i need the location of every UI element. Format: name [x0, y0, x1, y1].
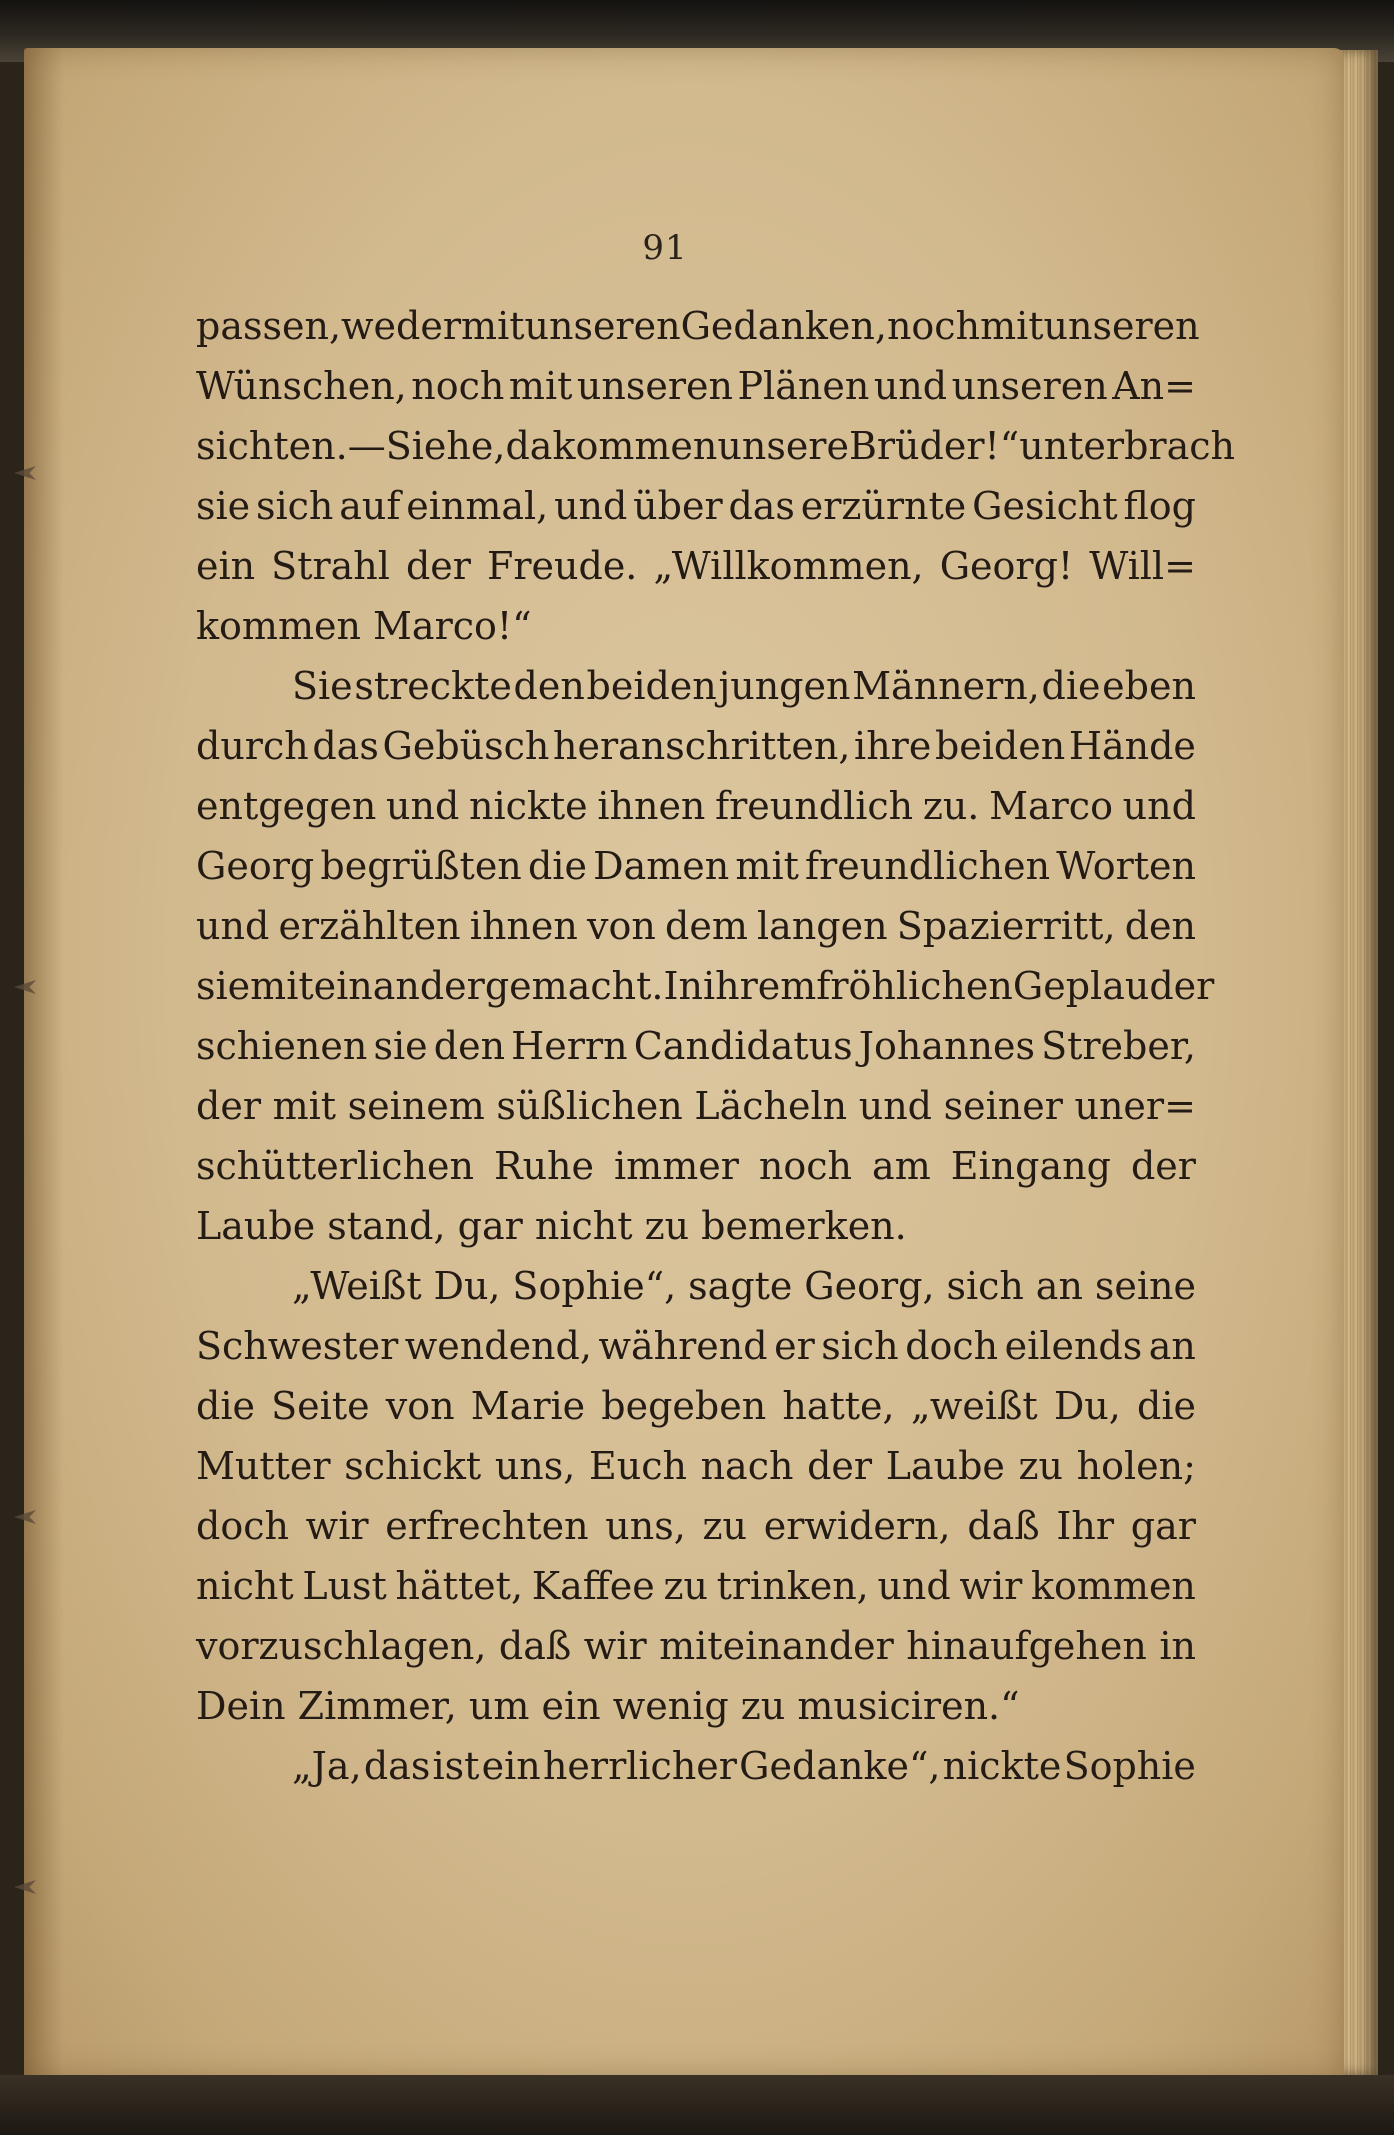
text-word: er [774, 1324, 815, 1368]
text-word: schütterlichen [196, 1144, 474, 1188]
text-line [196, 776, 1196, 836]
text-word: freundlich [715, 784, 914, 828]
text-word: unsere [717, 424, 849, 468]
text-line [196, 656, 1196, 716]
text-word: mit [980, 304, 1044, 348]
text-word: die [527, 844, 587, 888]
text-word: der [196, 1084, 261, 1128]
text-word: Streber, [1041, 1024, 1196, 1068]
text-word: weder [341, 304, 462, 348]
text-word: — [347, 424, 386, 468]
text-word: begrüßten [320, 844, 522, 888]
book-bottom-edge [0, 2075, 1394, 2135]
text-word: nickte [468, 784, 588, 828]
text-word: Gebüsch [382, 724, 550, 768]
text-word: von [385, 1384, 455, 1428]
text-word: unseren [524, 304, 681, 348]
text-word: über [633, 484, 723, 528]
text-word: Marco [989, 784, 1113, 828]
text-word: nickte [942, 1744, 1062, 1788]
text-word: mit [735, 844, 799, 888]
text-word: Eingang [950, 1144, 1111, 1188]
text-line [196, 296, 1200, 356]
text-word: noch [411, 364, 505, 408]
text-word: Schwester [196, 1324, 399, 1368]
text-word: Plänen [737, 364, 870, 408]
text-word: die [1041, 664, 1101, 708]
text-word: „weißt [910, 1384, 1038, 1428]
text-word: am [872, 1144, 931, 1188]
text-word: erzählten [278, 904, 461, 948]
text-word: Candidatus [633, 1024, 853, 1068]
text-line [196, 476, 1196, 536]
body-text [196, 296, 1235, 1796]
text-word: ein [196, 544, 256, 588]
text-word: Strahl [271, 544, 390, 588]
text-line [196, 356, 1196, 416]
text-word: begeben [601, 1384, 767, 1428]
text-word: streckte [354, 664, 512, 708]
text-word: Sophie“, [512, 1264, 677, 1308]
text-word: und [1122, 784, 1196, 828]
text-word: mit [508, 364, 573, 408]
text-word: nach [700, 1444, 794, 1488]
text-word: und [386, 784, 460, 828]
text-word: Will= [1089, 544, 1196, 588]
text-word: Sie [292, 664, 353, 708]
text-word: Damen [593, 844, 730, 888]
text-word: immer [614, 1144, 739, 1188]
text-word: wendend, [404, 1324, 592, 1368]
text-word: seine [1094, 1264, 1196, 1308]
text-word: miteinander [250, 964, 485, 1008]
text-word: In [663, 964, 703, 1008]
text-word: dem [665, 904, 748, 948]
text-word: Georg [196, 844, 315, 888]
text-word: Ihr [1056, 1504, 1115, 1548]
text-word: der [1130, 1144, 1196, 1188]
text-word: durch [196, 724, 309, 768]
text-word: schickt [344, 1444, 482, 1488]
text-word: mit [272, 1084, 337, 1128]
text-word: den [433, 1024, 506, 1068]
text-word: heranschritten, [553, 724, 851, 768]
text-word: sie [373, 1024, 428, 1068]
text-word: beiden [586, 664, 717, 708]
text-word: ein [481, 1744, 541, 1788]
text-line: Dein Zimmer, um ein wenig zu musiciren.“ [196, 1684, 1020, 1728]
text-word: ihnen [469, 904, 578, 948]
text-word: herrlicher [542, 1744, 737, 1788]
text-word: zu [702, 1504, 748, 1548]
text-word: sagte [688, 1264, 793, 1308]
text-word: „Weißt [292, 1264, 422, 1308]
text-word: kommen [1030, 1564, 1196, 1608]
text-word: erzürnte [800, 484, 967, 528]
text-line [196, 416, 1235, 476]
page-number: 91 [642, 228, 688, 268]
text-word: auf [339, 484, 401, 528]
text-word: das [312, 724, 379, 768]
text-word: der [807, 1444, 873, 1488]
text-line [196, 1256, 1196, 1316]
text-line [196, 1556, 1196, 1616]
text-word: Euch [588, 1444, 687, 1488]
text-word: und [858, 1084, 932, 1128]
text-word: Ruhe [493, 1144, 595, 1188]
text-word: zu. [922, 784, 980, 828]
text-word: sichten. [196, 424, 348, 468]
text-word: wir [583, 1624, 647, 1668]
text-word: und [196, 904, 270, 948]
text-word: uns, [494, 1444, 576, 1488]
text-word: an [1035, 1264, 1083, 1308]
text-word: Lächeln [694, 1084, 848, 1128]
text-line: Laube stand, gar nicht zu bemerken. [196, 1204, 907, 1248]
text-word: gemacht. [484, 964, 664, 1008]
text-word: der [405, 544, 471, 588]
text-word: Herrn [511, 1024, 628, 1068]
text-word: hinaufgehen [906, 1624, 1147, 1668]
text-word: langen [757, 904, 888, 948]
text-word: gar [1130, 1504, 1196, 1548]
text-word: Kaffee [531, 1564, 655, 1608]
text-word: fröhlichen [816, 964, 1013, 1008]
text-word: eben [1102, 664, 1196, 708]
text-word: Brüder!“ [848, 424, 1020, 468]
text-word: zu [663, 1564, 708, 1608]
text-word: hättet, [395, 1564, 524, 1608]
text-word: unterbrach [1019, 424, 1235, 468]
text-word: den [513, 664, 585, 708]
text-word: unseren [951, 364, 1108, 408]
text-word: trinken, [716, 1564, 869, 1608]
text-word: sie [196, 484, 251, 528]
text-word: Gedanken, [680, 304, 887, 348]
text-word: Du, [1053, 1384, 1121, 1428]
text-word: entgegen [196, 784, 377, 828]
text-word: Sophie [1063, 1744, 1196, 1788]
text-word: in [1159, 1624, 1196, 1668]
text-line [196, 1316, 1196, 1376]
text-word: und [877, 1564, 951, 1608]
text-word: unseren [1043, 304, 1200, 348]
text-word: Hände [1068, 724, 1196, 768]
text-word: Lust [302, 1564, 387, 1608]
text-word: das [363, 1744, 431, 1788]
text-word: freundlichen [805, 844, 1051, 888]
text-word: daß [498, 1624, 572, 1668]
text-line [196, 1736, 1196, 1796]
text-word: süßlichen [496, 1084, 683, 1128]
text-word: Marie [470, 1384, 586, 1428]
text-line [196, 1496, 1196, 1556]
text-word: Siehe, [385, 424, 506, 468]
text-word: ihrem [702, 964, 817, 1008]
text-word: erfrechten [385, 1504, 589, 1548]
text-line [196, 1076, 1196, 1136]
text-word: flog [1123, 484, 1196, 528]
text-line [196, 536, 1196, 596]
text-word: seiner [943, 1084, 1063, 1128]
text-word: daß [967, 1504, 1040, 1548]
text-word: ihnen [597, 784, 706, 828]
text-word: eilends [1004, 1324, 1143, 1368]
text-word: uns, [605, 1504, 686, 1548]
text-word: kommen [552, 424, 718, 468]
text-word: beiden [934, 724, 1066, 768]
text-word: den [1124, 904, 1196, 948]
text-word: die [196, 1384, 255, 1428]
text-word: hatte, [782, 1384, 895, 1428]
text-word: Johannes [858, 1024, 1035, 1068]
text-word: jungen [718, 664, 851, 708]
text-word: wir [305, 1504, 369, 1548]
text-word: Gesicht [972, 484, 1118, 528]
text-word: Männern, [852, 664, 1040, 708]
text-word: Laube [885, 1444, 1005, 1488]
text-word: an [1148, 1324, 1196, 1368]
text-word: Gedanke“, [739, 1744, 941, 1788]
text-word: Worten [1056, 844, 1196, 888]
text-word: zu [1018, 1444, 1064, 1488]
text-line [196, 896, 1196, 956]
text-word: und [554, 484, 628, 528]
text-word: nicht [196, 1564, 294, 1608]
text-word: sich [946, 1264, 1024, 1308]
text-word: Geplauder [1012, 964, 1215, 1008]
text-word: uner= [1074, 1084, 1196, 1128]
page-gutter-shadow [24, 48, 64, 2078]
text-word: Mutter [196, 1444, 331, 1488]
text-word: da [505, 424, 553, 468]
text-word: Georg! [939, 544, 1074, 588]
text-word: miteinander [659, 1624, 894, 1668]
text-word: Seite [271, 1384, 370, 1428]
text-word: An= [1112, 364, 1196, 408]
text-word: „Ja, [292, 1744, 362, 1788]
text-word: sich [821, 1324, 899, 1368]
text-word: mit [461, 304, 525, 348]
text-word: Freude. [487, 544, 638, 588]
text-word: unseren [576, 364, 733, 408]
text-word: und [873, 364, 948, 408]
text-line [196, 1376, 1196, 1436]
text-word: vorzuschlagen, [196, 1624, 487, 1668]
text-word: holen; [1076, 1444, 1196, 1488]
text-line [196, 836, 1196, 896]
text-word: während [598, 1324, 768, 1368]
text-word: wir [959, 1564, 1023, 1608]
text-word: von [587, 904, 656, 948]
text-word: doch [905, 1324, 999, 1368]
text-line [196, 1436, 1196, 1496]
text-line [196, 1136, 1196, 1196]
text-line [196, 716, 1196, 776]
text-word: die [1137, 1384, 1196, 1428]
text-line [196, 1016, 1196, 1076]
text-word: Georg, [804, 1264, 935, 1308]
text-word: erwidern, [763, 1504, 951, 1548]
text-word: noch [886, 304, 981, 348]
text-word: sie [196, 964, 251, 1008]
text-word: sich [255, 484, 334, 528]
text-word: Spazierritt, [896, 904, 1116, 948]
text-word: „Willkommen, [653, 544, 924, 588]
text-word: noch [758, 1144, 853, 1188]
text-line [196, 956, 1215, 1016]
text-word: Du, [433, 1264, 501, 1308]
text-word: Wünschen, [196, 364, 407, 408]
text-word: das [728, 484, 795, 528]
text-word: doch [196, 1504, 289, 1548]
text-word: passen, [196, 304, 342, 348]
text-word: ist [432, 1744, 480, 1788]
text-line: kommen Marco!“ [196, 604, 532, 648]
text-word: seinem [347, 1084, 485, 1128]
text-word: schienen [196, 1024, 368, 1068]
text-line [196, 1616, 1196, 1676]
text-word: ihre [854, 724, 932, 768]
text-word: einmal, [406, 484, 549, 528]
